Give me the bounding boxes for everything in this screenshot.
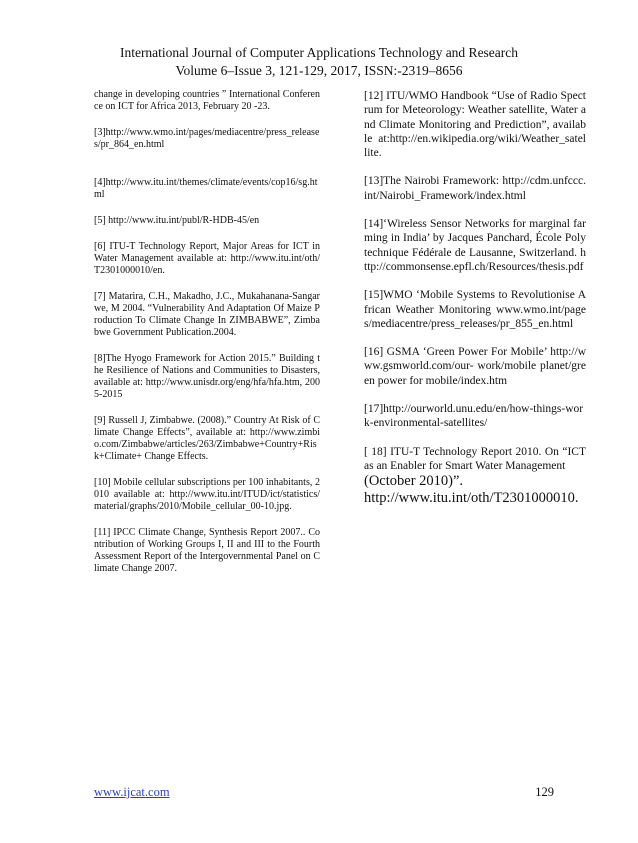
reference-18-date-and-url: (October 2010)”. http://www.itu.int/oth/T2301000010. bbox=[364, 473, 579, 507]
page-number: 129 bbox=[535, 785, 554, 799]
references-right-column bbox=[364, 89, 586, 507]
reference-5: [5] http://www.itu.int/publ/R-HDB-45/en bbox=[94, 215, 260, 226]
reference-3: [3]http://www.wmo.int/pages/mediacentre/press_releases/pr_864_en.html bbox=[94, 127, 320, 150]
reference-4: [4]http://www.itu.int/themes/climate/events/cop16/sg.html bbox=[94, 177, 318, 200]
reference-15: [15]WMO ‘Mobile Systems to Revolutionise African Weather Monitoring www.wmo.int/pages/mediacentre/press_releases/pr_855_en.html bbox=[364, 289, 586, 330]
reference-13: [13]The Nairobi Framework: http://cdm.unfccc.int/Nairobi_Framework/index.html bbox=[364, 175, 586, 202]
reference-11: [11] IPCC Climate Change, Synthesis Report 2007.. Contribution of Working Groups I, II and III to the Fourth Assessment Report of the Intergovernmental Panel on Climate Change 2007. bbox=[94, 527, 320, 574]
reference-2-continued: change in developing countries ” International Conference on ICT for Africa 2013, February 20 -23. bbox=[94, 89, 320, 112]
reference-16: [16] GSMA ‘Green Power For Mobile’ http://www.gsmworld.com/our- work/mobile planet/green power for mobile/index.htm bbox=[364, 346, 586, 387]
reference-18: [ 18] ITU-T Technology Report 2010. On “ICT as an Enabler for Smart Water Management bbox=[364, 445, 586, 472]
references-left-column bbox=[94, 89, 320, 575]
reference-14: [14]‘Wireless Sensor Networks for marginal farming in India’ by Jacques Panchard, École Polytechnique Fédérale de Lausanne, Switzerland. http://commonsense.epfl.ch/Resources/thesis.pdf bbox=[364, 218, 586, 273]
journal-title: International Journal of Computer Applications Technology and Research bbox=[119, 45, 519, 60]
journal-volume: Volume 6–Issue 3, 121-129, 2017, ISSN:-2319–8656 bbox=[175, 63, 463, 78]
journal-website-link[interactable]: www.ijcat.com bbox=[94, 785, 170, 799]
reference-6: [6] ITU-T Technology Report, Major Areas for ICT in Water Management available at: http://www.itu.int/oth/T2301000010/en. bbox=[94, 241, 320, 276]
reference-7: [7] Matarira, C.H., Makadho, J.C., Mukahanana-Sangarwe, M 2004. “Vulnerability And Adaptation Of Maize Production To Climate Change In ZIMBABWE”, Zimbabwe Government Publication.2004. bbox=[94, 291, 320, 338]
journal-header bbox=[0, 44, 638, 80]
reference-10: [10] Mobile cellular subscriptions per 100 inhabitants, 2010 available at: http://www.itu.int/ITUD/ict/statistics/material/graphs/2010/Mobile_cellular_00-10.jpg. bbox=[94, 477, 320, 512]
reference-8: [8]The Hyogo Framework for Action 2015.” Building the Resilience of Nations and Communities to Disasters, available at: http://www.unisdr.org/eng/hfa/hfa.htm, 2005-2015 bbox=[94, 353, 320, 400]
reference-12: [12] ITU/WMO Handbook “Use of Radio Spectrum for Meteorology: Weather satellite, Water and Climate Monitoring and Prediction”, available at:http://en.wikipedia.org/wiki/Weather_satellite. bbox=[364, 90, 586, 160]
reference-17: [17]http://ourworld.unu.edu/en/how-things-work-environmental-satellites/ bbox=[364, 403, 584, 430]
reference-9: [9] Russell J, Zimbabwe. (2008).” Country At Risk of Climate Change Effects”, available at: http://www.zimbio.com/Zimbabwe/articles/263/Zimbabwe+Country+Risk+Climate+ Change Effects. bbox=[94, 415, 320, 462]
